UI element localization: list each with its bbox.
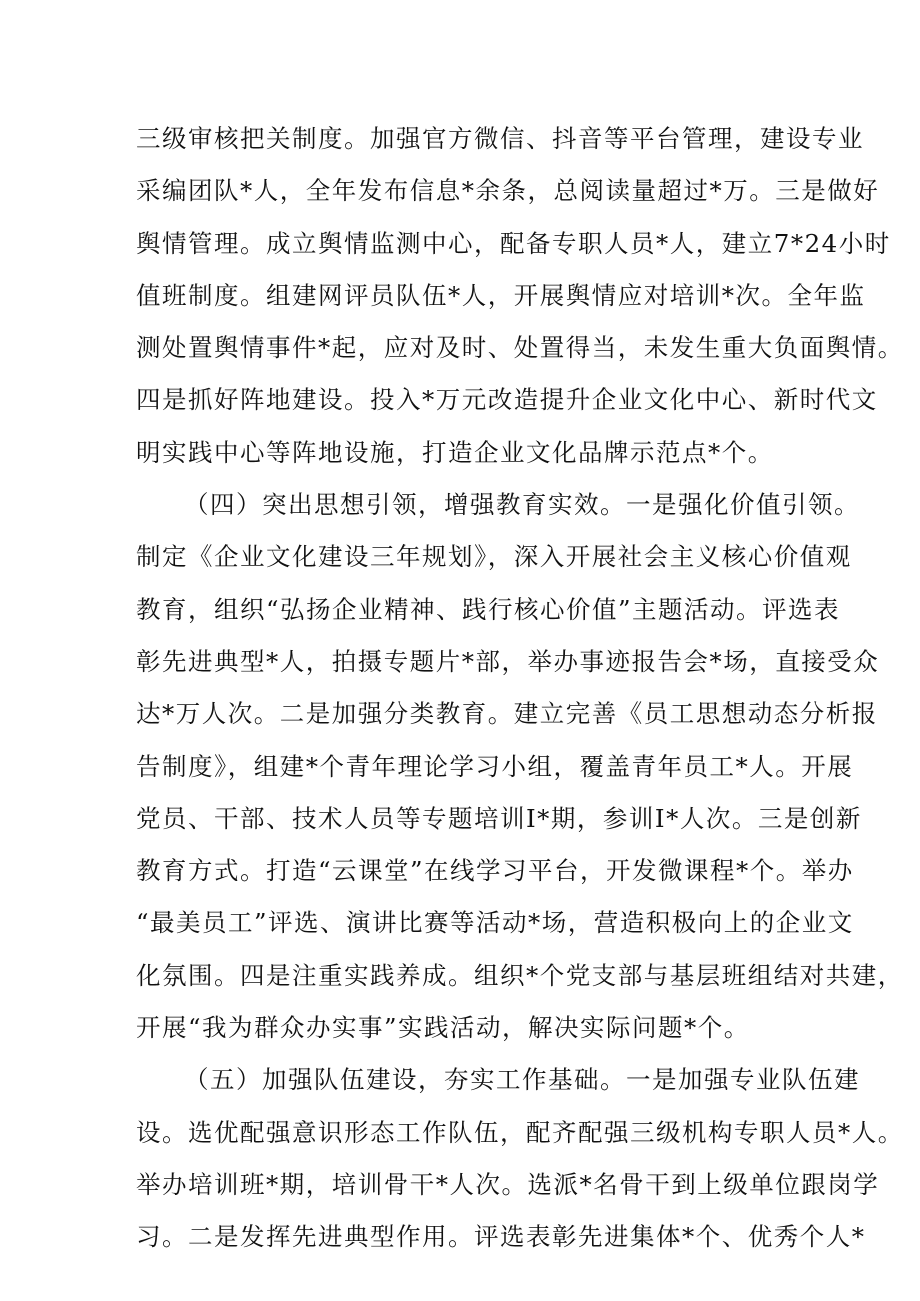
body-line: 达*万人次。二是加强分类教育。建立完善《员工思想动态分析报 xyxy=(136,699,878,729)
body-line: 三级审核把关制度。加强官方微信、抖音等平台管理，建设专业 xyxy=(136,124,864,153)
body-line: 明实践中心等阵地设施，打造企业文化品牌示范点*个。 xyxy=(136,437,774,467)
body-line: 测处置舆情事件*起，应对及时、处置得当，未发生重大负面舆情。 xyxy=(136,333,904,363)
body-line: 党员、干部、技术人员等专题培训I*期，参训I*人次。三是创新 xyxy=(136,803,862,833)
body-line: 开展“我为群众办实事”实践活动，解决实际问题*个。 xyxy=(136,1013,750,1043)
section-five-heading-line: （五）加强队伍建设，夯实工作基础。一是加强专业队伍建 xyxy=(184,1065,860,1095)
body-line: 设。选优配强意识形态工作队伍，配齐配强三级机构专职人员*人。 xyxy=(136,1117,904,1147)
body-line: “最美员工”评选、演讲比赛等活动*场，营造积极向上的企业文 xyxy=(136,908,854,938)
body-line: 彰先进典型*人，拍摄专题片*部，举办事迹报告会*场，直接受众 xyxy=(136,646,880,676)
body-line: 值班制度。组建网评员队伍*人，开展舆情应对培训*次。全年监 xyxy=(136,280,866,310)
body-line: 教育方式。打造“云课堂”在线学习平台，开发微课程*个。举办 xyxy=(136,856,854,886)
body-line: 制定《企业文化建设三年规划》，深入开展社会主义核心价值观 xyxy=(136,542,852,572)
body-line: 采编团队*人，全年发布信息*余条，总阅读量超过*万。三是做好 xyxy=(136,176,880,206)
body-line: 教育，组织“弘扬企业精神、践行核心价值”主题活动。评选表 xyxy=(136,594,841,624)
body-line: 习。二是发挥先进典型作用。评选表彰先进集体*个、优秀个人* xyxy=(136,1222,866,1252)
body-line: 告制度》，组建*个青年理论学习小组，覆盖青年员工*人。开展 xyxy=(136,751,854,781)
body-line: 舆情管理。成立舆情监测中心，配备专职人员*人，建立7*24小时 xyxy=(136,228,891,258)
body-line: 四是抓好阵地建设。投入*万元改造提升企业文化中心、新时代文 xyxy=(136,385,878,415)
section-four-heading-line: （四）突出思想引领，增强教育实效。一是强化价值引领。 xyxy=(184,490,860,520)
body-line: 举办培训班*期，培训骨干*人次。选派*名骨干到上级单位跟岗学 xyxy=(136,1169,880,1199)
body-line: 化氛围。四是注重实践养成。组织*个党支部与基层班组结对共建， xyxy=(136,960,904,990)
